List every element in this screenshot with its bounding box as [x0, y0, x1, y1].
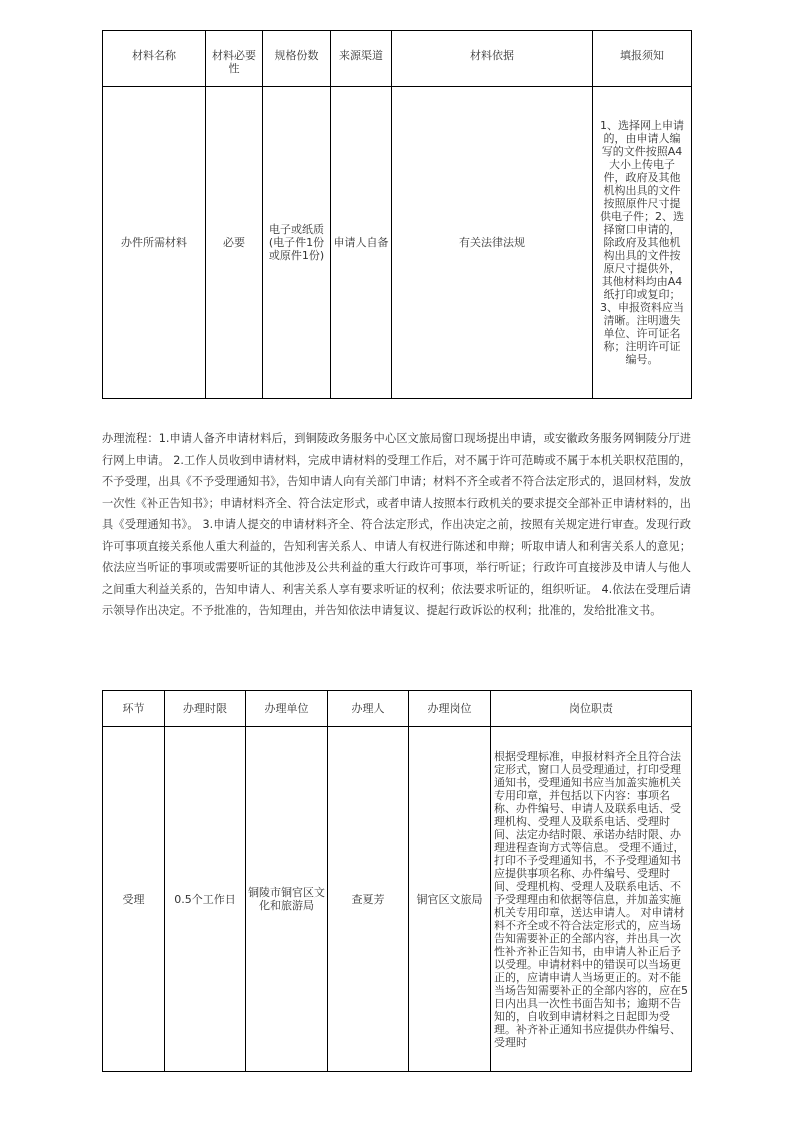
header-unit: 办理单位: [246, 691, 328, 727]
materials-header-row: [103, 31, 692, 87]
header-duties: 岗位职责: [491, 691, 692, 727]
material-name: 办件所需材料: [103, 87, 206, 399]
materials-row: [103, 87, 692, 399]
header-post: 办理岗位: [409, 691, 491, 727]
steps-row: [103, 727, 692, 1072]
step-name: 受理: [103, 727, 165, 1072]
header-step: 环节: [103, 691, 165, 727]
material-instructions: 1、选择网上申请的，由申请人编写的文件按照A4大小上传电子件，政府及其他机构出具的文件按照原件尺寸提供电子件；2、选择窗口申请的，除政府及其他机构出具的文件按原尺寸提供外，其他材料均由A4纸打印或复印；3、申报资料应当清晰。注明遗失单位、许可证名称；注明许可证编号。: [593, 87, 692, 399]
header-spec: 规格份数: [263, 31, 331, 87]
material-basis: 有关法律法规: [392, 87, 593, 399]
header-instructions: 填报须知: [593, 31, 692, 87]
process-description: 办理流程：1.申请人备齐申请材料后，到铜陵政务服务中心区文旅局窗口现场提出申请，或安徽政务服务网铜陵分厅进行网上申请。 2.工作人员收到申请材料，完成申请材料的受理工作后，对不属于许可范畴或不属于本机关职权范围的，不予受理，出具《不予受理通知书》，告知申请人向有关部门申请；材料不齐全或者不符合法定形式的，退回材料，发放一次性《补正告知书》；申请材料齐全、符合法定形式，或者申请人按照本行政机关的要求提交全部补正申请材料的，出具《受理通知书》。 3.申请人提交的申请材料齐全、符合法定形式，作出决定之前，按照有关规定进行审查。发现行政许可事项直接关系他人重大利益的，告知利害关系人、申请人有权进行陈述和申辩；听取申请人和利害关系人的意见；依法应当听证的事项或需要听证的其他涉及公共利益的重大行政许可事项，举行听证；行政许可直接涉及申请人与他人之间重大利益关系的，告知申请人、利害关系人享有要求听证的权利；依法要求听证的，组织听证。 4.依法在受理后请示领导作出决定。不予批准的，告知理由，并告知依法申请复议、提起行政诉讼的权利；批准的，发给批准文书。: [102, 432, 691, 617]
header-necessity: 材料必要性: [206, 31, 263, 87]
step-unit: 铜陵市铜官区文化和旅游局: [246, 727, 328, 1072]
steps-header-row: [103, 691, 692, 727]
header-handler: 办理人: [328, 691, 409, 727]
step-duties: 根据受理标准，申报材料齐全且符合法定形式，窗口人员受理通过，打印受理通知书，受理通知书应当加盖实施机关专用印章，并包括以下内容：事项名称、办件编号、申请人及联系电话、受理机构、受理人及联系电话、受理时间、法定办结时限、承诺办结时限、办理进程查询方式等信息。 受理不通过，打印不予受理通知书，不予受理通知书应提供事项名称、办件编号、受理时间、受理机构、受理人及联系电话、不予受理理由和依据等信息，并加盖实施机关专用印章，送达申请人。 对申请材料不齐全或不符合法定形式的，应当场告知需要补正的全部内容，并出具一次性补齐补正告知书，由申请人补正后予以受理。申请材料中的错误可以当场更正的，应请申请人当场更正的。对不能当场告知需要补正的全部内容的，应在5日内出具一次性书面告知书；逾期不告知的，自收到申请材料之日起即为受理。补齐补正通知书应提供办件编号、受理时: [491, 727, 692, 1072]
header-basis: 材料依据: [392, 31, 593, 87]
material-necessity: 必要: [206, 87, 263, 399]
materials-table: [102, 30, 692, 399]
material-source: 申请人自备: [331, 87, 392, 399]
header-time-limit: 办理时限: [165, 691, 246, 727]
step-handler: 查夏芳: [328, 727, 409, 1072]
header-material-name: 材料名称: [103, 31, 206, 87]
step-time-limit: 0.5个工作日: [165, 727, 246, 1072]
step-post: 铜官区文旅局: [409, 727, 491, 1072]
header-source: 来源渠道: [331, 31, 392, 87]
material-spec: 电子或纸质(电子件1份或原件1份): [263, 87, 331, 399]
steps-table: [102, 690, 692, 1072]
